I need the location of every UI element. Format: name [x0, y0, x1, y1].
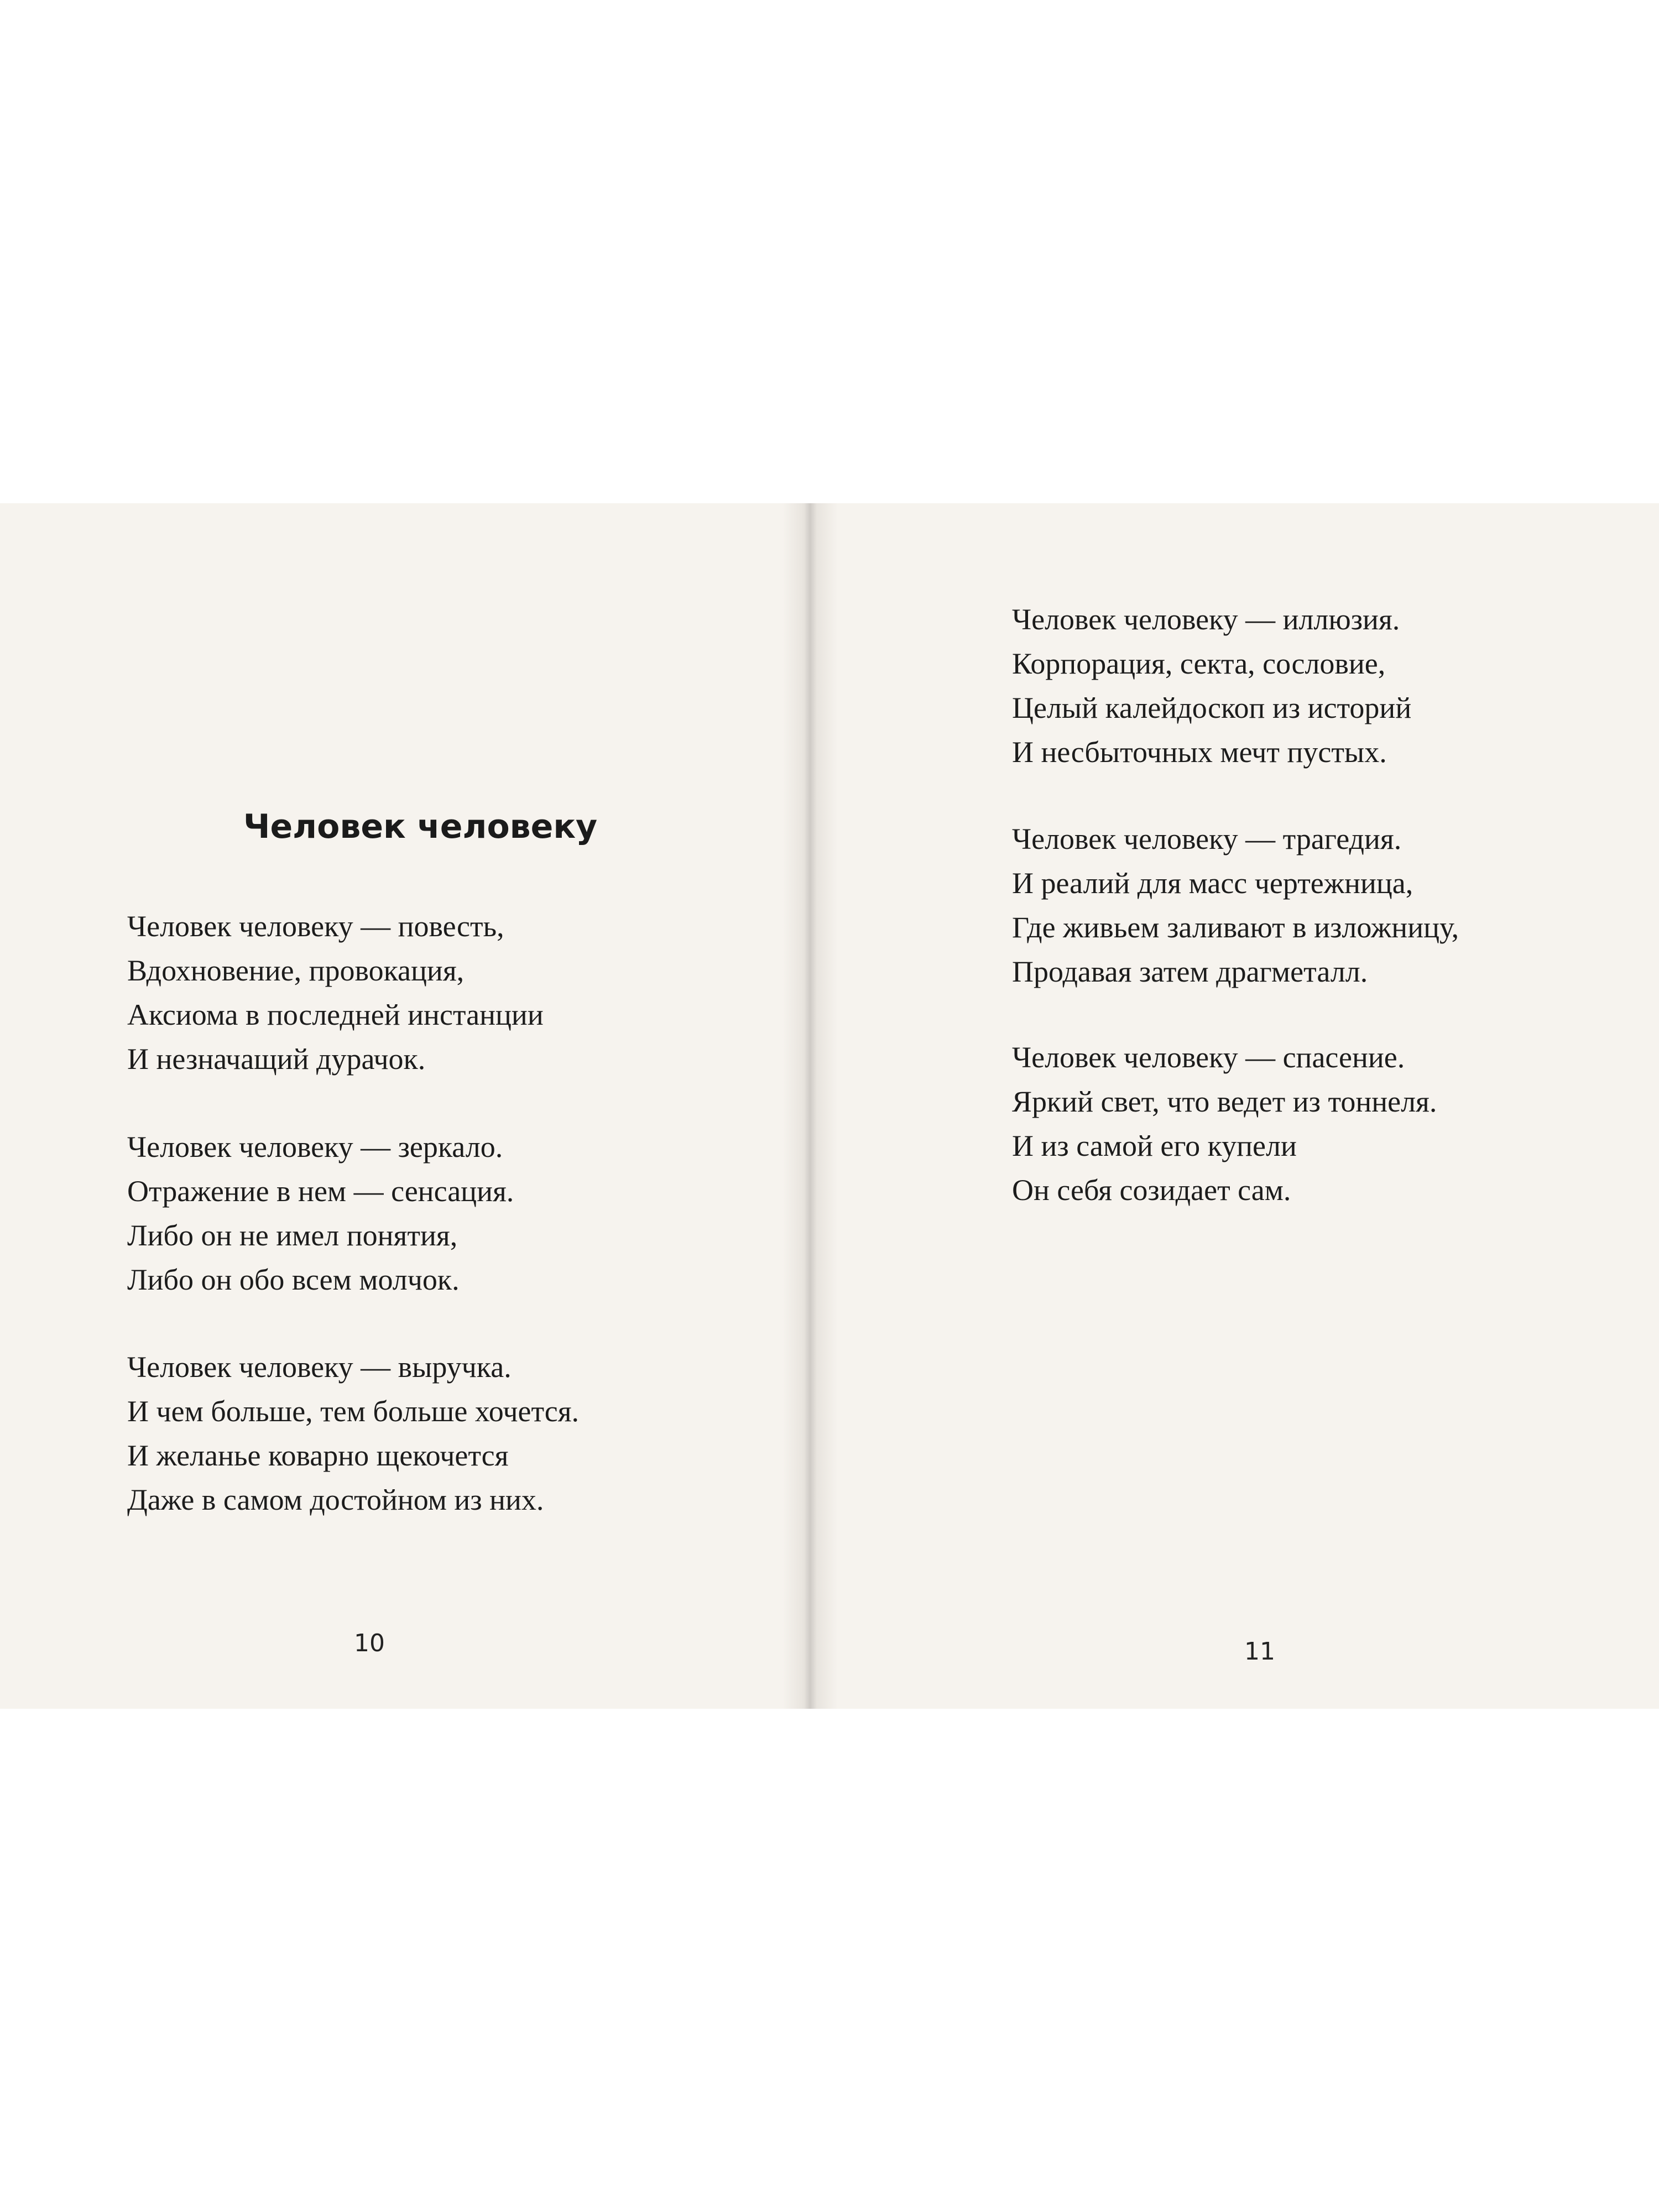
book-spread [0, 503, 1659, 1709]
poem-line: Отражение в нем — сенсация. [127, 1175, 514, 1208]
poem-line: И чем больше, тем больше хочется. [127, 1395, 580, 1428]
stanza-left-2 [127, 1125, 514, 1302]
poem-line: Аксиома в последней инстанции [127, 998, 544, 1031]
page-number: 11 [1244, 1637, 1275, 1666]
stanza-left-3 [127, 1345, 579, 1522]
poem-line: Продавая затем драгметалл. [1012, 955, 1368, 988]
poem-line: И реалий для масс чертежница, [1012, 867, 1413, 900]
stanza-left-1 [127, 904, 544, 1081]
right-page [824, 503, 1659, 1709]
poem-line: Человек человеку — иллюзия. [1012, 603, 1400, 636]
poem-line: Целый калейдоскоп из историй [1012, 691, 1412, 724]
poem-line: Яркий свет, что ведет из тоннеля. [1012, 1085, 1437, 1118]
poem-line: Либо он не имел понятия, [127, 1219, 458, 1252]
poem-line: Корпорация, секта, сословие, [1012, 647, 1386, 680]
poem-line: Человек человеку — трагедия. [1012, 822, 1402, 855]
poem-line: Человек человеку — спасение. [1012, 1041, 1405, 1074]
poem-line: Либо он обо всем молчок. [127, 1263, 460, 1296]
stanza-right-3 [1012, 1035, 1437, 1212]
poem-title: Человек человеку [243, 807, 598, 846]
stanza-right-2 [1012, 817, 1459, 994]
poem-line: И незначащий дурачок. [127, 1042, 426, 1076]
page-number: 10 [354, 1629, 385, 1657]
poem-line: Человек человеку — повесть, [127, 910, 504, 943]
poem-line: И несбыточных мечт пустых. [1012, 735, 1387, 769]
stanza-right-1 [1012, 597, 1411, 774]
poem-line: Человек человеку — зеркало. [127, 1130, 503, 1164]
poem-line: Человек человеку — выручка. [127, 1350, 512, 1384]
left-page [0, 503, 796, 1709]
poem-line: Он себя созидает сам. [1012, 1173, 1291, 1207]
poem-line: Где живьем заливают в изложницу, [1012, 911, 1459, 944]
poem-line: Даже в самом достойном из них. [127, 1483, 544, 1516]
poem-line: Вдохновение, провокация, [127, 954, 465, 987]
poem-line: И из самой его купели [1012, 1129, 1297, 1162]
poem-line: И желанье коварно щекочется [127, 1439, 509, 1472]
